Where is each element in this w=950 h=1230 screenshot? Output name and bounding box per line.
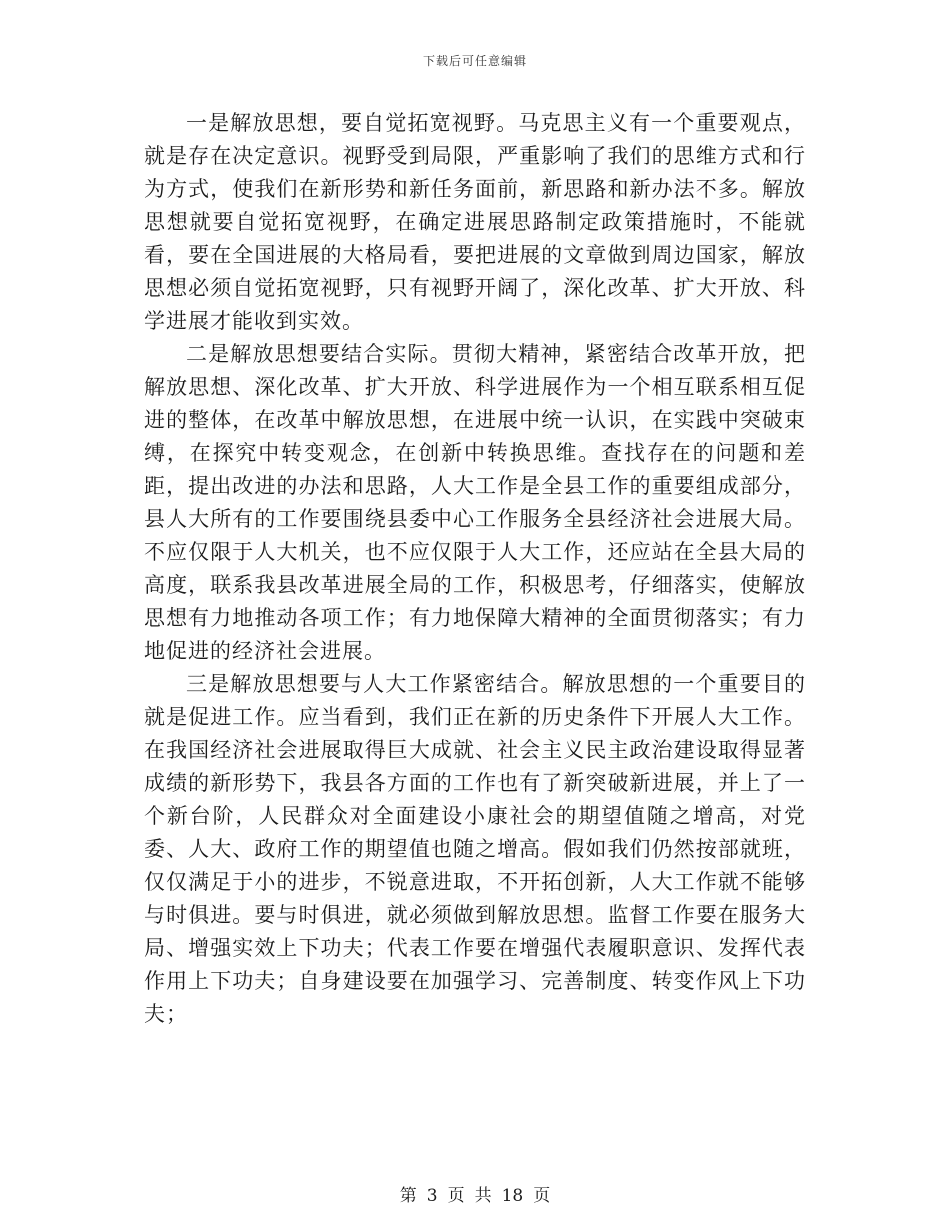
footer-total-prefix: 共 [474, 1186, 492, 1206]
document-body [144, 107, 806, 1031]
footer-total-pages: 18 [501, 1186, 524, 1206]
page-header: 下载后可任意编辑 [422, 54, 527, 68]
page-footer [0, 1181, 950, 1206]
paragraph-2: 二是解放思想要结合实际。贯彻大精神，紧密结合改革开放，把解放思想、深化改革、扩大开放、科学进展作为一个相互联系相互促进的整体，在改革中解放思想，在进展中统一认识，在实践中突破束缚，在探究中转变观念，在创新中转换思维。查找存在的问题和差距，提出改进的办法和思路，人大工作是全县工作的重要组成部分，县人大所有的工作要围绕县委中心工作服务全县经济社会进展大局。不应仅限于人大机关，也不应仅限于人大工作，还应站在全县大局的高度，联系我县改革进展全局的工作，积极思考，仔细落实，使解放思想有力地推动各项工作；有力地保障大精神的全面贯彻落实；有力地促进的经济社会进展。 [144, 342, 806, 663]
paragraph-3: 三是解放思想要与人大工作紧密结合。解放思想的一个重要目的就是促进工作。应当看到，我们正在新的历史条件下开展人大工作。在我国经济社会进展取得巨大成就、社会主义民主政治建设取得显著成绩的新形势下，我县各方面的工作也有了新突破新进展，并上了一个新台阶，人民群众对全面建设小康社会的期望值随之增高，对党委、人大、政府工作的期望值也随之增高。假如我们仍然按部就班，仅仅满足于小的进步，不锐意进取，不开拓创新，人大工作就不能够与时俱进。要与时俱进，就必须做到解放思想。监督工作要在服务大局、增强实效上下功夫；代表工作要在增强代表履职意识、发挥代表作用上下功夫；自身建设要在加强学习、完善制度、转变作风上下功夫； [144, 672, 806, 1026]
paragraph-1: 一是解放思想，要自觉拓宽视野。马克思主义有一个重要观点，就是存在决定意识。视野受到局限，严重影响了我们的思维方式和行为方式，使我们在新形势和新任务面前，新思路和新办法不多。解放思想就要自觉拓宽视野，在确定进展思路制定政策措施时，不能就看，要在全国进展的大格局看，要把进展的文章做到周边国家，解放思想必须自觉拓宽视野，只有视野开阔了，深化改革、扩大开放、科学进展才能收到实效。 [144, 111, 806, 333]
footer-total-suffix: 页 [533, 1186, 551, 1206]
footer-current-page: 3 [426, 1186, 438, 1206]
footer-page-prefix: 第 [399, 1186, 417, 1206]
footer-page-word: 页 [447, 1186, 465, 1206]
